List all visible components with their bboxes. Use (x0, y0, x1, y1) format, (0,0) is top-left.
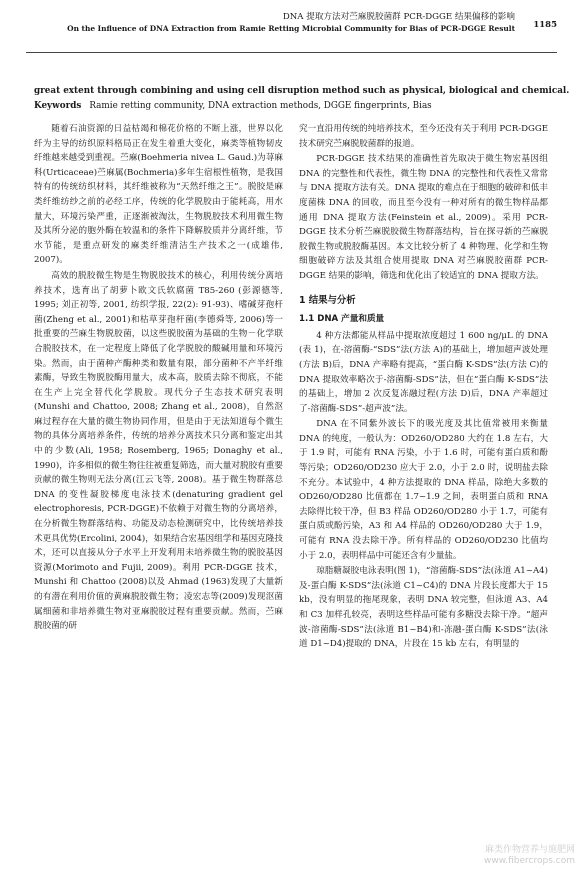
watermark (484, 845, 575, 867)
subsection-heading-dna-yield: 1.1 DNA 产量和质量 (299, 314, 385, 325)
page-header (26, 10, 557, 46)
results-paragraph-3: 琼脂糖凝胶电泳表明(图 1)，“溶菌酶-SDS”法(泳道 A1~A4)及-蛋白酶 K-SDS”法(泳道 C1~C4)的 DNA 片段长度都大于 15 kb，没有明显的拖尾现象，表明 DNA 较完整，但泳道 A3、A4 和 C3 加样孔较亮，表明这些样品可能有多糖没去除干净。“超声波-溶菌酶-SDS”法(泳道 B1~B4)和-冻融-蛋白酶 K-SDS”法(泳道 D1~D4)提取的 DNA，片段在 15 kb 左右，有明显的 (299, 566, 548, 650)
watermark-line-1: 麻类作物营养与施肥网 (484, 845, 575, 855)
intro-paragraph-3: PCR-DGGE 技术结果的准确性首先取决于微生物宏基因组 DNA 的完整性和代表性，微生物 DNA 的完整性和代表性又常常与 DNA 提取方法有关。DNA 提取的难点在于细胞的破碎和低丰度菌株 DNA 的回收，而且至今没有一种对所有的微生物样品都通用 DNA 提取方法(Feinstein et al., 2009)。采用 PCR-DGGE 技术分析苎麻脱胶微生物群落结构，旨在探寻新的苎麻脱胶微生物或脱胶酶基因。本文比较分析了 4 种物理、化学和生物细胞破碎方法及其组合使用提取 DNA 对苎麻脱胶菌群 PCR-DGGE 结果的影响，筛选和优化出了较适宜的 DNA 提取方法。 (299, 154, 548, 281)
keywords-label: Keywords (34, 101, 82, 111)
intro-paragraph-1: 随着石油资源的日益枯竭和棉花价格的不断上涨，世界以化纤为主导的纺织原料格局正在发生着重大变化，麻类等植物韧皮纤维越来越受到重视。苎麻(Boehmeria nivea L. Gaud.)为荨麻科(Urticaceae)苎麻属(Bochmeria)多年生宿根性植物，是我国特有的传统纺织材料，其纤维被称为“天然纤维之王”。脱胶是麻类纤维纺纱之前的必经工序，传统的化学脱胶由于能耗高，用水量大，环境污染严重，正逐渐被淘汰，生物脱胶技术利用微生物及其所分泌的胞外酶在较温和的条件下降解胶质并分离纤维，节水节能，是重点研发的麻类纤维清洁生产技术之一(成雄伟, 2007)。 (34, 124, 283, 266)
intro-paragraph-2: 高效的脱胶微生物是生物脱胶技术的核心，利用传统分离培养技术，选育出了胡萝卜欧文氏软腐菌 T85-260 (彭源德等, 1995; 刘正初等, 2001, 纺织学报, 22(2): 91-93)、嗜碱芽孢杆菌(Zheng et al., 2001)和枯草芽孢杆菌(李德舜等, 2006)等一批重要的苎麻生物脱胶菌，以这些脱胶菌为基础的生物－化学联合脱胶技术，在一定程度上降低了化学脱胶的酸碱用量和环境污染。然而，由于菌种产酶种类和数量有限，部分菌种不产半纤维素酶，导致生物脱胶酶用量大，成本高，胶质去除不彻底，不能在生产上完全替代化学脱胶。现代分子生态技术研究表明(Munshi and Chattoo, 2008; Zhang et al., 2008)，自然沤麻过程存在大量的微生物协同作用，但是由于无法知道每个微生物的具体分离培养条件，传统的培养分离技术只分离和鉴定出其中的少数(Ali, 1958; Rosemberg, 1965; Donaghy et al., 1990)，许多相似的微生物往往被重复筛选，而大量对脱胶有重要贡献的微生物则无法分离(江云飞等, 2008)。基于微生物群落总 DNA 的变性凝胶梯度电泳技术(denaturing gradient gel electrophoresis, PCR-DGGE)不依赖于对微生物的分离培养，在分析微生物群落结构、功能及动态检测研究中，比传统培养技术更具优势(Ercolini, 2004)，如果结合宏基因组学和基因克隆技术，还可以直接从分子水平上开发利用未培养微生物的脱胶基因资源(Morimoto and Fujii, 2009)。利用 PCR-DGGE 技术，Munshi 和 Chattoo (2008)以及 Ahmad (1963)发现了大量新的有潜在利用价值的黄麻脱胶微生物；凌宏志等(2009)发现沤菌属细菌和非培养微生物对亚麻脱胶过程有重要贡献。然而，苎麻脱胶菌的研 (34, 270, 283, 632)
keywords-text: Ramie retting community, DNA extraction methods, DGGE fingerprints, Bias (89, 101, 432, 111)
results-paragraph-1: 4 种方法都能从样品中提取浓度超过 1 600 ng/μL 的 DNA (表 1)，在-溶菌酶-“SDS”法(方法 A)的基础上，增加超声波处理(方法 B)后，DNA 产率略有提高，“蛋白酶 K-SDS”法(方法 C)的 DNA 提取效率略次于-溶菌酶-SDS”法，但在“蛋白酶 K-SDS”法的基础上，增加 2 次反复冻融过程(方法 D)后，DNA 产率超过了-溶菌酶-SDS”-超声波”法。 (299, 330, 548, 414)
right-column (299, 122, 548, 653)
page-number: 1185 (533, 20, 557, 30)
header-rule (26, 52, 557, 53)
section-heading-results: 1 结果与分析 (299, 294, 356, 306)
running-title-chinese: DNA 提取方法对苎麻脱胶菌群 PCR-DGGE 结果偏移的影响 (282, 12, 515, 22)
running-title-english: On the Influence of DNA Extraction from Ramie Retting Microbial Community for Bias of PCR-DGGE Result (67, 24, 515, 33)
intro-paragraph-2-continued: 究一直沿用传统的纯培养技术，至今还没有关于利用 PCR-DGGE 技术研究苎麻脱胶菌群的报道。 (299, 124, 549, 149)
watermark-line-2: www.fibercrops.com (484, 856, 575, 866)
abstract-tail: great extent through combining and using cell disruption method such as physical, biological and chemical. (34, 86, 570, 96)
keywords-line (34, 101, 549, 111)
results-paragraph-2: DNA 在不同紫外波长下的吸光度及其比值常被用来衡量 DNA 的纯度，一般认为：OD260/OD280 大约在 1.8 左右，大于 1.9 时，可能有 RNA 污染，小于 1.6 时，可能有蛋白质和酚等污染；OD260/OD230 应大于 2.0，小于 2.0 时，说明盐去除不充分。本试验中，4 种方法提取的 DNA 样品，除绝大多数的 OD260/OD280 比值都在 1.7~1.9 之间，表明蛋白质和 RNA 去除得比较干净，但 B3 样品 OD260/OD280 小于 1.7，可能有蛋白质或酚污染，A3 和 A4 样品的 OD260/OD280 大于 1.9，可能有 RNA 没去除干净。所有样品的 OD260/OD230 比值均小于 2.0，表明样品中可能还含有少量盐。 (299, 419, 548, 561)
left-column (34, 122, 283, 635)
